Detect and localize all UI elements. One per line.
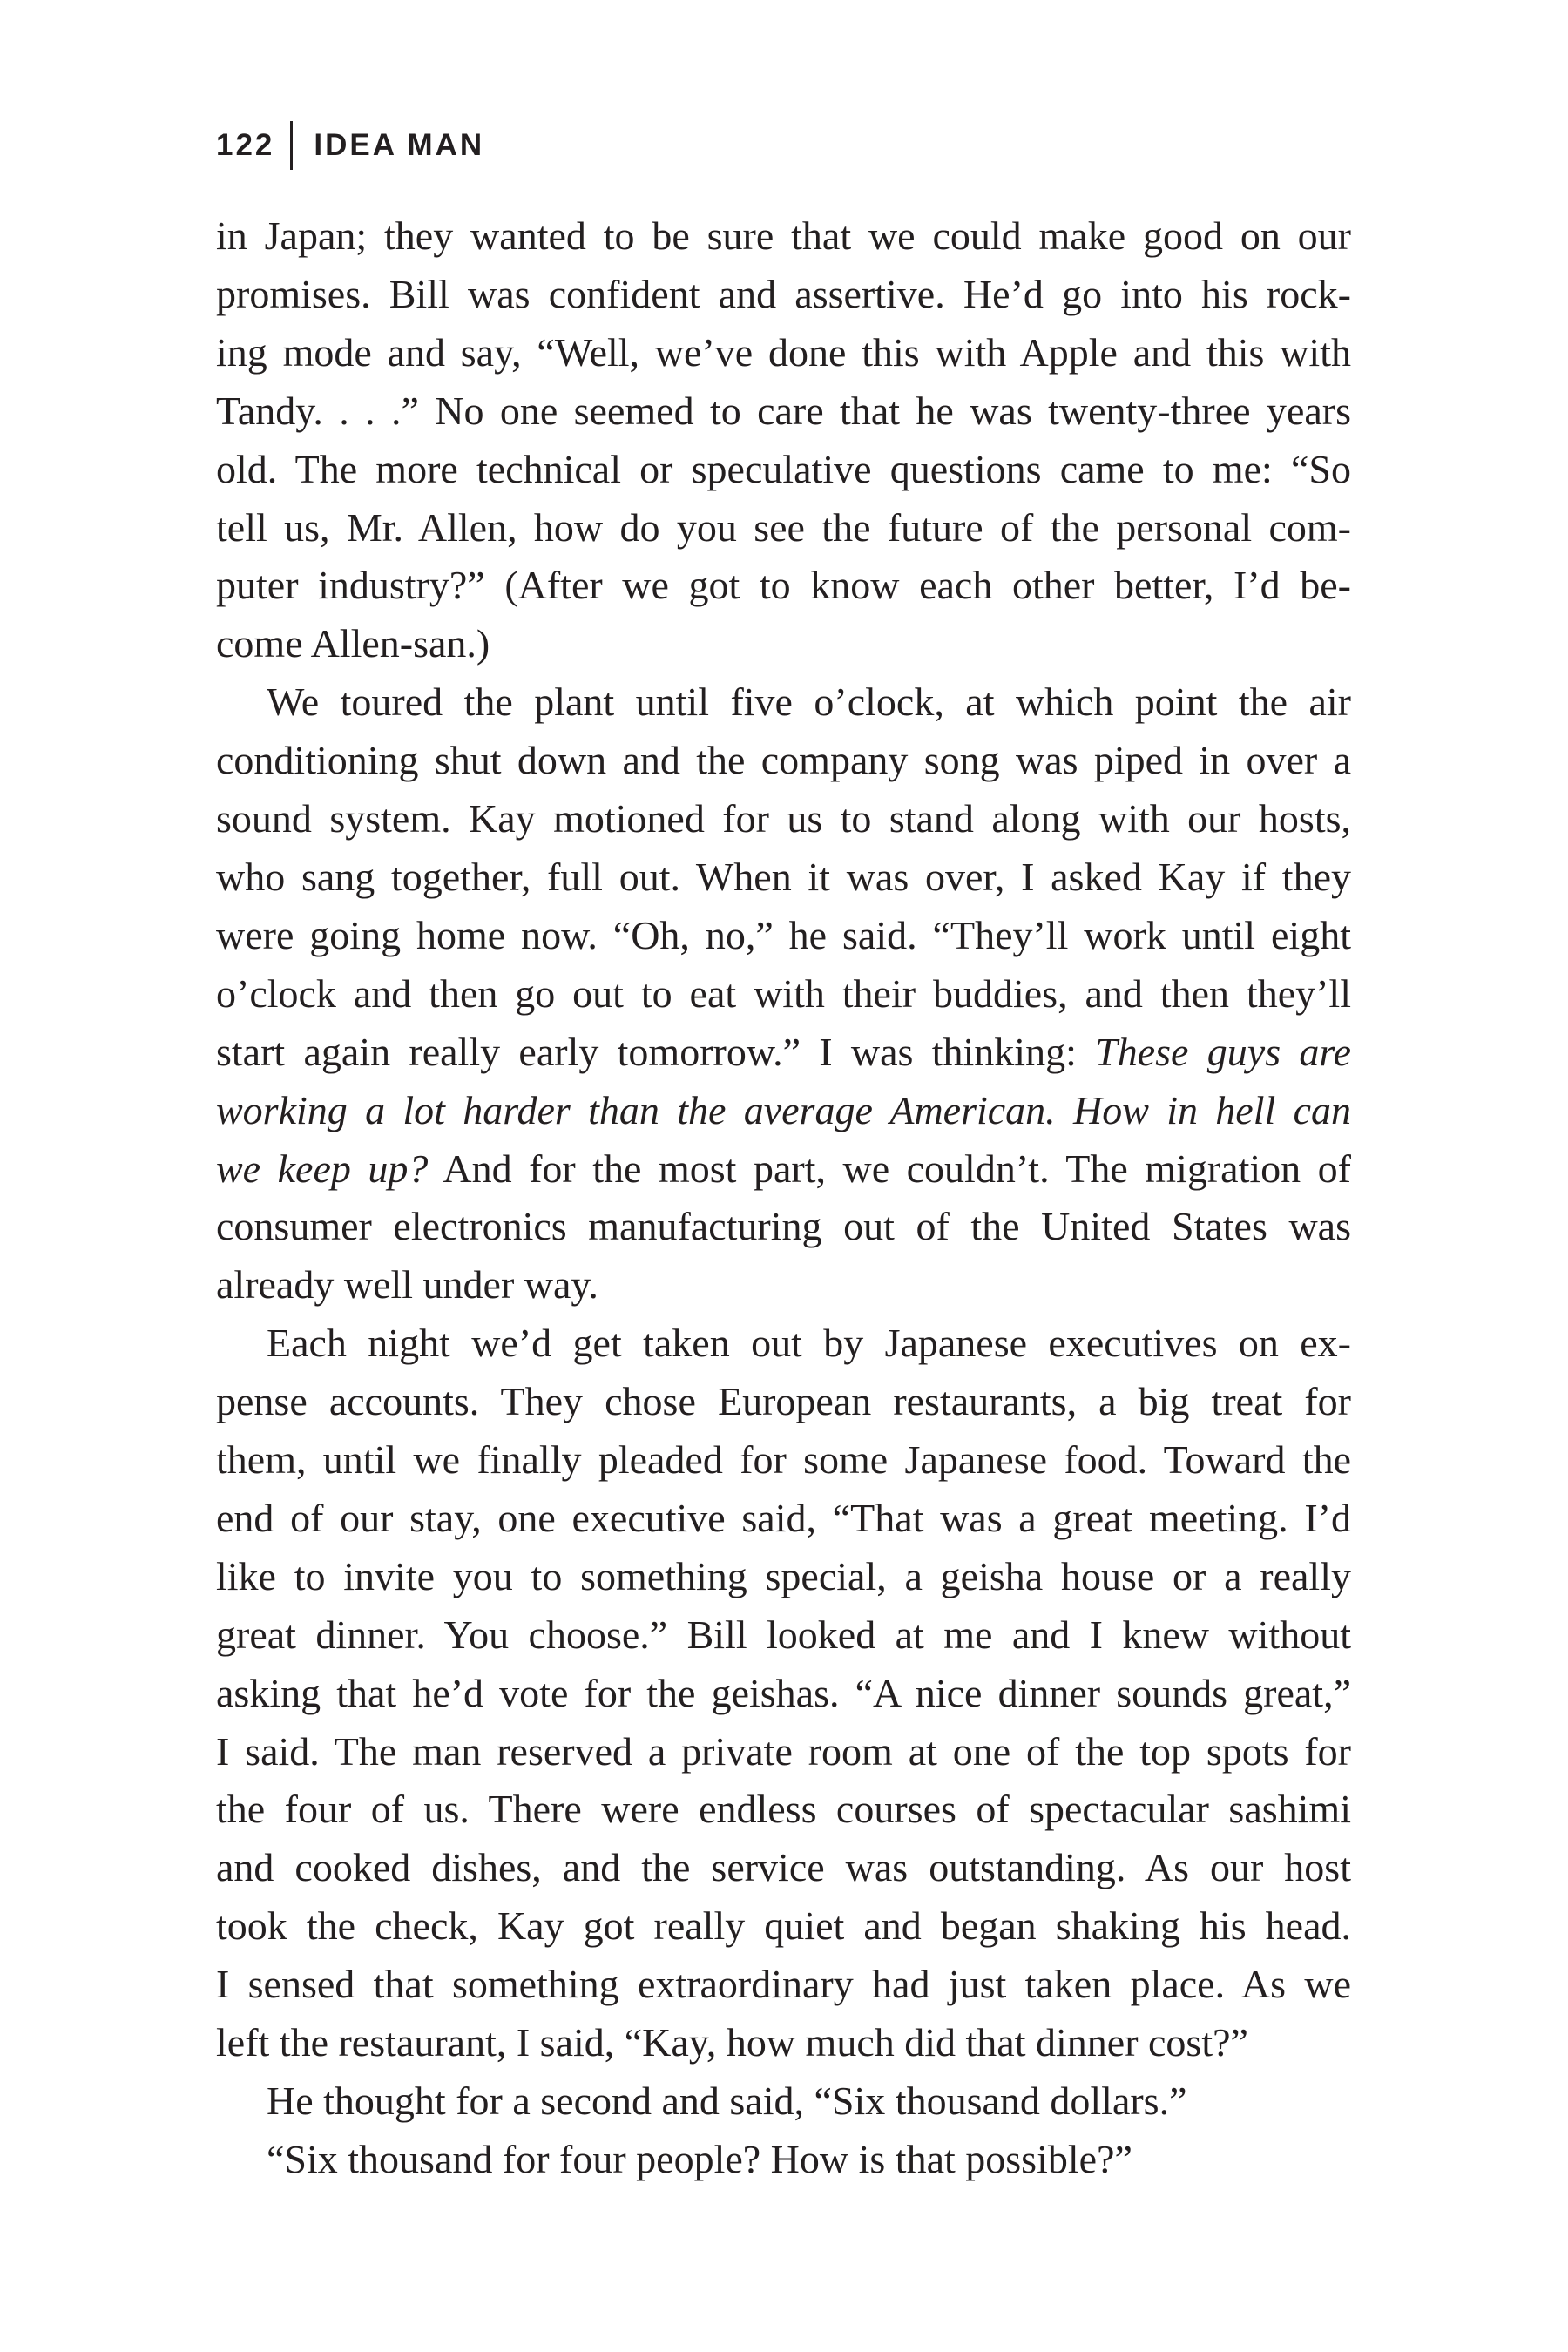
text-line: ing mode and say, “Well, we’ve done this with Apple and this with bbox=[216, 329, 1351, 375]
text-line: and cooked dishes, and the service was outstanding. As our host bbox=[216, 1845, 1351, 1890]
text-line: I said. The man reserved a private room at one of the top spots for bbox=[216, 1728, 1351, 1774]
text-line: the four of us. There were endless courses of spectacular sashimi bbox=[216, 1787, 1351, 1832]
text-line: like to invite you to something special, a geisha house or a really bbox=[216, 1553, 1351, 1598]
text-line: left the restaurant, I said, “Kay, how much did that dinner cost?” bbox=[216, 2020, 1248, 2065]
text-line: consumer electronics manufacturing out of the United States was bbox=[216, 1204, 1351, 1249]
page-number: 122 bbox=[216, 128, 275, 162]
text-line-mixed bbox=[216, 1024, 1351, 1082]
book-title: IDEA MAN bbox=[314, 128, 485, 162]
text-line: already well under way. bbox=[216, 1262, 598, 1308]
text-line: puter industry?” (After we got to know each other better, I’d be- bbox=[216, 563, 1351, 608]
text-line: took the check, Kay got really quiet and began shaking his head. bbox=[216, 1903, 1351, 1949]
text-line: conditioning shut down and the company song was piped in over a bbox=[216, 738, 1351, 783]
italic-thought: working a lot harder than the average American. How in hell can bbox=[216, 1087, 1351, 1132]
text-line: end of our stay, one executive said, “That was a great meeting. I’d bbox=[216, 1495, 1351, 1540]
text-line-mixed bbox=[216, 1082, 1351, 1140]
text-segment: And for the most part, we couldn’t. The migration of bbox=[428, 1146, 1351, 1191]
text-line: pense accounts. They chose European restaurants, a big treat for bbox=[216, 1379, 1351, 1424]
text-line: great dinner. You choose.” Bill looked at me and I knew without bbox=[216, 1612, 1351, 1657]
text-line: I sensed that something extraordinary had just taken place. As we bbox=[216, 1962, 1351, 2007]
text-line: old. The more technical or speculative questions came to me: “So bbox=[216, 446, 1351, 491]
italic-thought: These guys are bbox=[1095, 1029, 1351, 1074]
paragraph-3 bbox=[216, 1315, 1351, 2072]
text-line: Tandy. . . .” No one seemed to care that he was twenty-three years bbox=[216, 388, 1351, 433]
paragraph-1 bbox=[216, 207, 1351, 673]
text-segment: start again really early tomorrow.” I was thinking: bbox=[216, 1029, 1096, 1074]
text-line: were going home now. “Oh, no,” he said. “They’ll work until eight bbox=[216, 912, 1351, 957]
paragraph-2 bbox=[216, 673, 1351, 1315]
text-line: tell us, Mr. Allen, how do you see the future of the personal com- bbox=[216, 504, 1351, 550]
text-line: in Japan; they wanted to be sure that we could make good on our bbox=[216, 213, 1351, 258]
running-head bbox=[216, 124, 484, 167]
text-line: asking that he’d vote for the geishas. “A nice dinner sounds great,” bbox=[216, 1670, 1351, 1715]
paragraph-4 bbox=[216, 2072, 1351, 2131]
italic-thought: we keep up? bbox=[216, 1146, 429, 1191]
text-line: “Six thousand for four people? How is that possible?” bbox=[267, 2136, 1132, 2181]
text-line: promises. Bill was confident and assertive. He’d go into his rock- bbox=[216, 271, 1351, 316]
text-line: sound system. Kay motioned for us to stand along with our hosts, bbox=[216, 796, 1351, 841]
header-divider bbox=[290, 121, 293, 170]
paragraph-5 bbox=[216, 2131, 1351, 2189]
text-line: He thought for a second and said, “Six thousand dollars.” bbox=[267, 2078, 1187, 2123]
text-line: o’clock and then go out to eat with their buddies, and then they’ll bbox=[216, 970, 1351, 1016]
text-line: Each night we’d get taken out by Japanese executives on ex- bbox=[267, 1321, 1351, 1366]
text-line: who sang together, full out. When it was over, I asked Kay if they bbox=[216, 854, 1351, 899]
text-line: We toured the plant until five o’clock, at which point the air bbox=[267, 679, 1351, 725]
body-text bbox=[216, 207, 1351, 2189]
text-line: come Allen-san.) bbox=[216, 621, 490, 666]
text-line-mixed bbox=[216, 1140, 1351, 1199]
text-line: them, until we finally pleaded for some Japanese food. Toward the bbox=[216, 1437, 1351, 1483]
